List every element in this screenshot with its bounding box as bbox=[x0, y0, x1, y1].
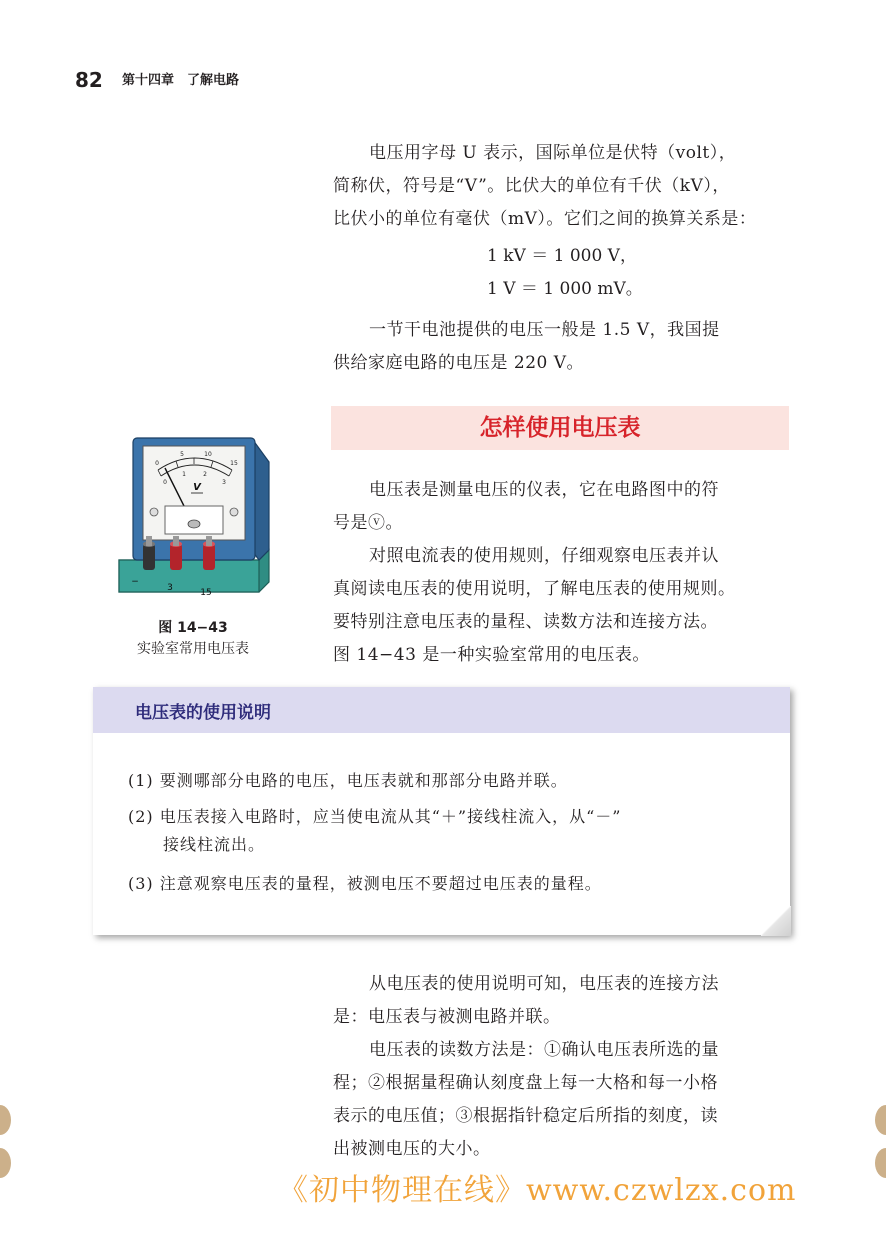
right-edge-tab-upper bbox=[875, 1105, 886, 1135]
terminal-15-label: 15 bbox=[200, 588, 212, 598]
terminal-3-label: 3 bbox=[167, 583, 173, 593]
scale-top-10: 10 bbox=[204, 451, 212, 458]
battery-paragraph: 一节干电池提供的电压一般是 1.5 V，我国提 供给家庭电路的电压是 220 V。 bbox=[333, 320, 720, 373]
section-title: 怎样使用电压表 bbox=[331, 406, 789, 450]
figure-caption bbox=[113, 618, 273, 660]
instruction-item-2-continued: 接线柱流出。 bbox=[163, 835, 266, 854]
scale-top-5: 5 bbox=[180, 451, 184, 458]
instructions-box bbox=[93, 687, 790, 935]
chapter-title: 第十四章 了解电路 bbox=[121, 73, 239, 88]
conversion-formulas: 1 kV ＝ 1 000 V， 1 V ＝ 1 000 mV。 bbox=[487, 246, 643, 299]
watermark: 《初中物理在线》www.czwlzx.com bbox=[278, 1173, 797, 1208]
figure-number: 图 14−43 bbox=[158, 620, 228, 636]
scale-bottom-2: 2 bbox=[203, 471, 207, 478]
rules-paragraph: 对照电流表的使用规则，仔细观察电压表并认 真阅读电压表的使用说明，了解电压表的使用规则。 要特别注意电压表的量程、读数方法和连接方法。 图 14−43 是一种实验室常用的电压表。 bbox=[333, 546, 736, 665]
scale-top-0: 0 bbox=[155, 460, 159, 467]
instruction-item-3: (3) 注意观察电压表的量程，被测电压不要超过电压表的量程。 bbox=[128, 874, 602, 893]
scale-bottom-1: 1 bbox=[182, 471, 186, 478]
left-edge-tab-lower bbox=[0, 1148, 11, 1178]
meter-paragraph: 电压表是测量电压的仪表，它在电路图中的符 号是ⓥ。 bbox=[333, 480, 719, 533]
page-header bbox=[75, 68, 239, 92]
page-number: 82 bbox=[75, 68, 103, 92]
scale-top-15: 15 bbox=[230, 460, 238, 467]
dial-label: V bbox=[193, 482, 201, 493]
scale-bottom-3: 3 bbox=[222, 479, 226, 486]
instruction-item-1: (1) 要测哪部分电路的电压，电压表就和那部分电路并联。 bbox=[128, 771, 568, 790]
instruction-item-2: (2) 电压表接入电路时，应当使电流从其“＋”接线柱流入，从“－” bbox=[128, 807, 622, 826]
terminal-minus-label: − bbox=[131, 577, 139, 587]
scale-bottom-0: 0 bbox=[163, 479, 167, 486]
instructions-title: 电压表的使用说明 bbox=[135, 703, 271, 723]
right-edge-tab-lower bbox=[875, 1148, 886, 1178]
left-edge-tab-upper bbox=[0, 1105, 11, 1135]
reading-paragraph: 电压表的读数方法是：①确认电压表所选的量 程；②根据量程确认刻度盘上每一大格和每一小格 表示的电压值；③根据指针稳定后所指的刻度，读 出被测电压的大小。 bbox=[333, 1040, 719, 1159]
figure-caption-text: 实验室常用电压表 bbox=[137, 641, 249, 657]
connection-paragraph: 从电压表的使用说明可知，电压表的连接方法 是：电压表与被测电路并联。 bbox=[333, 974, 719, 1027]
intro-paragraph: 电压用字母 U 表示，国际单位是伏特（volt）， 简称伏，符号是“V”。比伏大的单位有千伏（kV）， 比伏小的单位有毫伏（mV）。它们之间的换算关系是： bbox=[333, 143, 757, 229]
voltmeter-illustration bbox=[113, 432, 273, 602]
page-curl-decoration bbox=[761, 906, 791, 936]
instructions-header bbox=[93, 687, 790, 733]
